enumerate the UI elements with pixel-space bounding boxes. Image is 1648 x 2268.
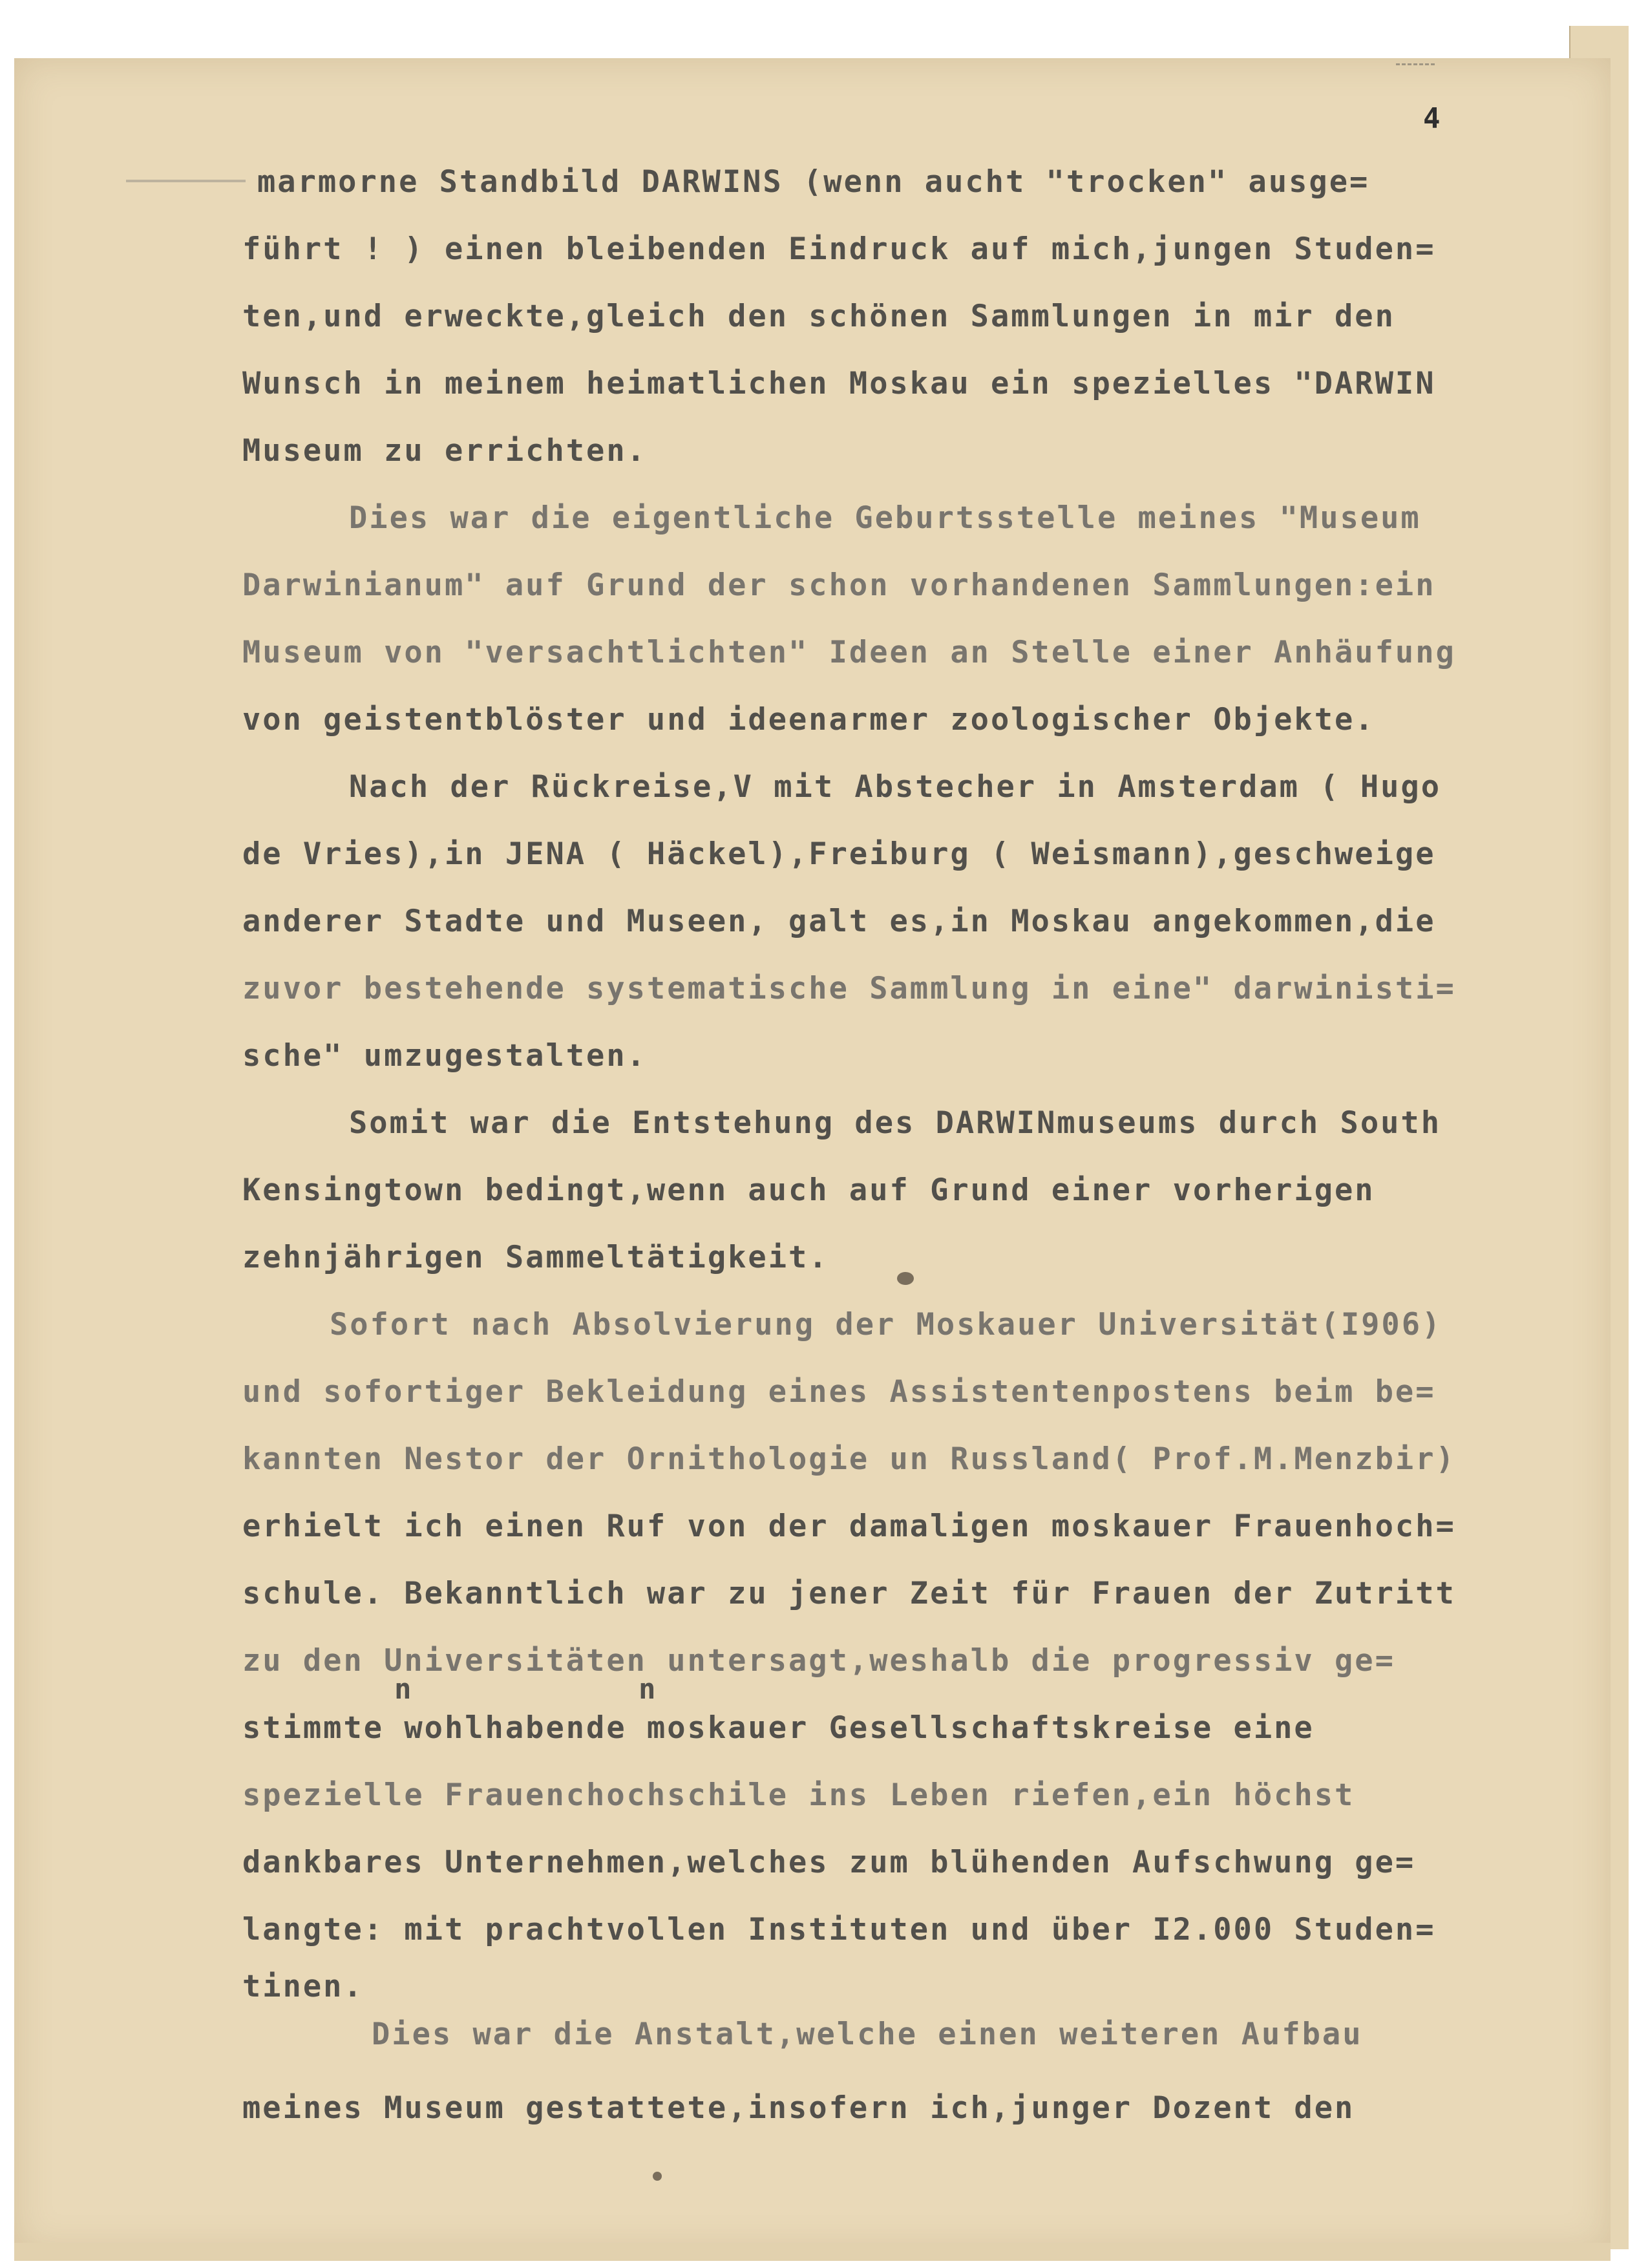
text-line: ten,und erweckte,gleich den schönen Sammlungen in mir den	[242, 299, 1395, 334]
text-line: Dies war die eigentliche Geburtsstelle meines "Museum	[349, 500, 1421, 536]
text-line: und sofortiger Bekleidung eines Assistentenpostens beim be=	[242, 1374, 1436, 1410]
text-line: tinen.	[242, 1969, 364, 2004]
text-line: langte: mit prachtvollen Instituten und über I2.000 Studen=	[242, 1912, 1436, 1947]
text-line: Museum zu errichten.	[242, 433, 647, 469]
text-line: Nach der Rückreise,V mit Abstecher in Amsterdam ( Hugo	[349, 769, 1442, 805]
text-line: zuvor bestehende systematische Sammlung in eine" darwinisti=	[242, 971, 1456, 1006]
text-line: zehnjährigen Sammeltätigkeit.	[242, 1240, 829, 1275]
text-line: Museum von "versachtlichten" Ideen an Stelle einer Anhäufung	[242, 635, 1456, 670]
interlinear-correction: n	[394, 1673, 412, 1706]
ink-blot	[897, 1272, 914, 1285]
text-line: Sofort nach Absolvierung der Moskauer Universität(I906)	[330, 1307, 1442, 1342]
text-line: Wunsch in meinem heimatlichen Moskau ein spezielles "DARWIN	[242, 366, 1436, 401]
text-line: spezielle Frauenchochschile ins Leben riefen,ein höchst	[242, 1777, 1355, 1813]
text-line: anderer Stadte und Museen, galt es,in Moskau angekommen,die	[242, 904, 1436, 939]
text-line: meines Museum gestattete,insofern ich,junger Dozent den	[242, 2090, 1355, 2126]
text-line: marmorne Standbild DARWINS (wenn aucht "trocken" ausge=	[257, 164, 1370, 200]
text-line: de Vries),in JENA ( Häckel),Freiburg ( Weismann),geschweige	[242, 836, 1436, 872]
text-line: dankbares Unternehmen,welches zum blühenden Aufschwung ge=	[242, 1845, 1416, 1880]
text-line: erhielt ich einen Ruf von der damaligen moskauer Frauenhoch=	[242, 1509, 1456, 1544]
text-line: sche" umzugestalten.	[242, 1038, 647, 1074]
text-line: kannten Nestor der Ornithologie un Russland( Prof.M.Menzbir)	[242, 1441, 1456, 1477]
text-line: stimmte wohlhabende moskauer Gesellschaftskreise eine	[242, 1710, 1315, 1746]
text-line: Somit war die Entstehung des DARWINmuseums durch South	[349, 1105, 1442, 1141]
text-line: Darwinianum" auf Grund der schon vorhandenen Sammlungen:ein	[242, 567, 1436, 603]
text-line: Dies war die Anstalt,welche einen weiteren Aufbau	[372, 2017, 1363, 2052]
text-line: Kensingtown bedingt,wenn auch auf Grund einer vorherigen	[242, 1172, 1375, 1208]
text-line: zu den Universitäten untersagt,weshalb die progressiv ge=	[242, 1643, 1395, 1679]
text-line: führt ! ) einen bleibenden Eindruck auf mich,jungen Studen=	[242, 231, 1436, 267]
interlinear-correction: n	[639, 1673, 656, 1706]
text-line: von geistentblöster und ideenarmer zoologischer Objekte.	[242, 702, 1375, 737]
ink-dot	[653, 2172, 662, 2181]
text-line: schule. Bekanntlich war zu jener Zeit für Frauen der Zutritt	[242, 1576, 1456, 1611]
page-number: 4	[1423, 102, 1441, 135]
